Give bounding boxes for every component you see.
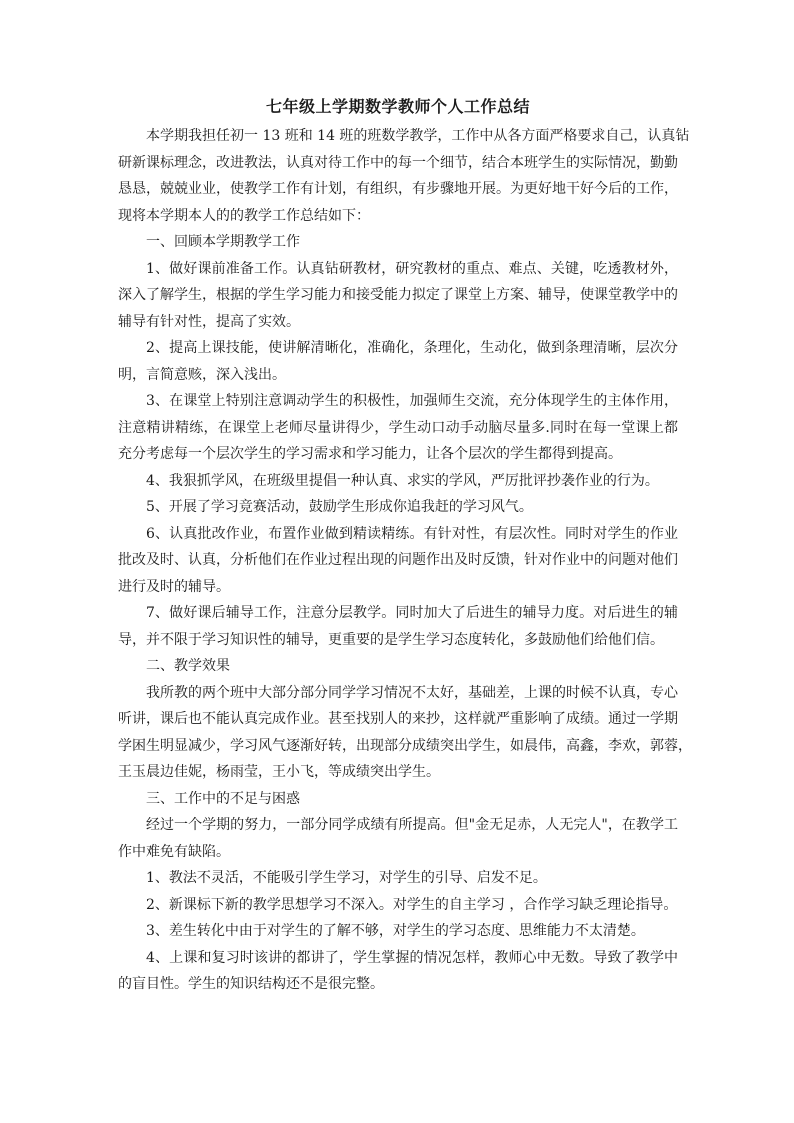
document-page [118,96,692,998]
document-title: 七年级上学期数学教师个人工作总结 [265,97,530,116]
body-paragraph [118,388,678,468]
text-line: 恳恳，兢兢业业，使教学工作有计划，有组织，有步骤地开展。为更好地干好今后的工作， [118,181,678,197]
text-line: 1、做好课前准备工作。认真钻研教材，研究教材的重点、难点、关键，吃透教材外， [146,260,678,277]
text-line: 三、工作中的不足与困惑 [146,790,300,807]
body-paragraph [118,812,678,865]
section-heading [118,786,678,813]
section-heading [118,229,678,256]
body-paragraph [118,680,692,786]
body-paragraph [118,945,678,998]
body-paragraph [118,335,678,388]
body-paragraph [118,892,678,919]
body-paragraph [118,600,678,653]
text-line: 3、差生转化中由于对学生的了解不够，对学生的学习态度、思维能力不太清楚。 [146,923,645,939]
text-line: 导，并不限于学习知识性的辅导，更重要的是学生学习态度转化，多鼓励他们给他们信。 [118,631,664,648]
text-line: 现将本学期本人的的教学工作总结如下： [118,207,370,224]
text-line: 王玉晨边佳妮，杨雨莹，王小飞，等成绩突出学生。 [118,764,440,780]
body-paragraph [118,865,678,892]
text-line: 作中难免有缺陷。 [118,843,230,860]
text-line: 深入了解学生，根据的学生学习能力和接受能力拟定了课堂上方案、辅导，使课堂教学中的 [118,287,678,303]
text-line: 辅导有针对性，提高了实效。 [118,313,300,330]
text-line: 4、上课和复习时该讲的都讲了，学生掌握的情况怎样，教师心中无数。导致了教学中 [146,949,678,966]
text-line: 学困生明显减少，学习风气逐渐好转，出现部分成绩突出学生，如晨伟，高鑫，李欢，郭蓉， [118,737,692,754]
section-heading [118,653,678,680]
body-paragraph [118,521,678,601]
text-line: 4、我狠抓学风，在班级里提倡一种认真、求实的学风，严厉批评抄袭作业的行为。 [146,472,659,489]
text-line: 1、教法不灵活，不能吸引学生学习，对学生的引导、启发不足。 [146,870,547,886]
text-line: 2、提高上课技能，使讲解清晰化，准确化，条理化，生动化，做到条理清晰，层次分 [146,340,678,356]
text-line: 我所教的两个班中大部分部分同学学习情况不太好，基础差，上课的时候不认真，专心 [146,684,678,701]
text-line: 本学期我担任初一 13 班和 14 班的班数学教学，工作中从各方面严格要求自己，认真钻 [146,128,690,144]
text-line: 进行及时的辅导。 [118,578,230,595]
text-line: 经过一个学期的努力，一部分同学成绩有所提高。但"金无足赤，人无完人"，在教学工 [146,817,678,833]
text-line: 听讲，课后也不能认真完成作业。甚至找别人的来抄，这样就严重影响了成绩。通过一学期 [118,711,678,727]
text-line: 6、认真批改作业，布置作业做到精读精练。有针对性，有层次性。同时对学生的作业 [146,525,678,542]
document-body [118,123,692,998]
body-paragraph [118,918,678,945]
text-line: 明，言简意赅，深入浅出。 [118,366,286,383]
body-paragraph [118,123,690,229]
text-line: 一、回顾本学期教学工作 [146,234,300,250]
text-line: 批改及时、认真，分析他们在作业过程出现的问题作出及时反馈，针对作业中的问题对他们 [118,552,678,568]
text-line: 二、教学效果 [146,658,230,674]
text-line: 充分考虑每一个层次学生的学习需求和学习能力，让各个层次的学生都得到提高。 [118,446,622,462]
text-line: 注意精讲精练，在课堂上老师尽量讲得少，学生动口动手动脑尽量多.同时在每一堂课上都 [118,419,678,436]
text-line: 7、做好课后辅导工作，注意分层教学。同时加大了后进生的辅导力度。对后进生的辅 [146,605,678,621]
body-paragraph [118,494,678,521]
text-line: 5、开展了学习竞赛活动，鼓励学生形成你追我赶的学习风气。 [146,499,533,515]
body-paragraph [118,468,678,495]
text-line: 的盲目性。学生的知识结构还不是很完整。 [118,976,384,992]
text-line: 3、在课堂上特别注意调动学生的积极性，加强师生交流，充分体现学生的主体作用， [146,393,678,409]
text-line: 2、新课标下新的教学思想学习不深入。对学生的自主学习 ，合作学习缺乏理论指导。 [146,896,678,913]
text-line: 研新课标理念，改进教法，认真对待工作中的每一个细节，结合本班学生的实际情况，勤勤 [118,154,678,171]
body-paragraph [118,256,678,336]
